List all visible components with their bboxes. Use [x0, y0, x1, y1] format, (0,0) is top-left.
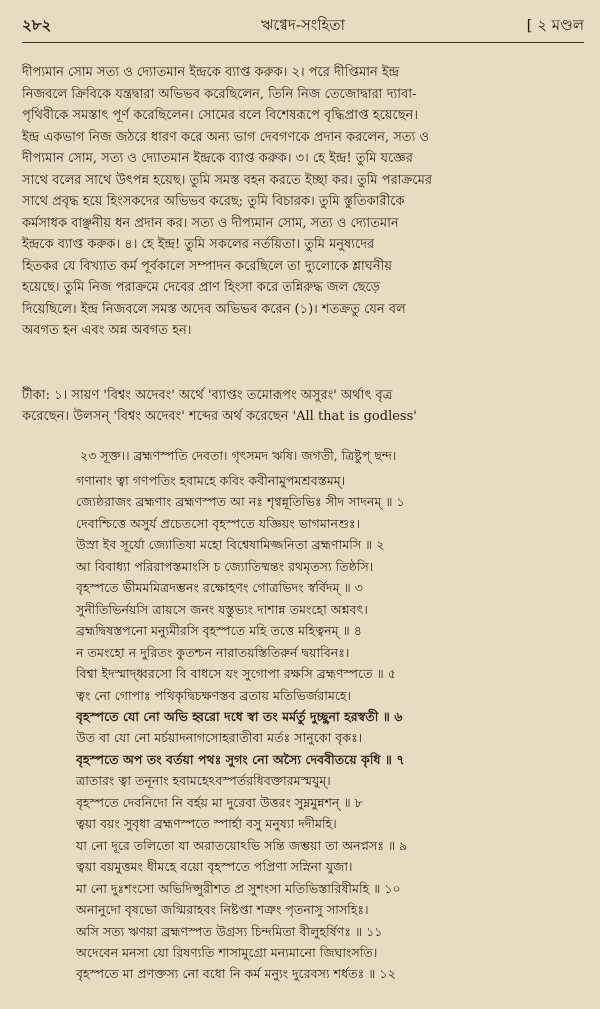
- prose-line: সাথে বলের সাথে উৎপন্ন হয়েছ। তুমি সমস্ত বহন করতে ইচ্ছা কর। তুমি পরাক্রমের: [22, 172, 432, 188]
- verse-line: ব্রহ্মদ্বিষস্তপনো মন্যুমীরসি বৃহস্পতে মহি তত্তে মহিত্বনম্ ॥ ৪: [76, 623, 362, 639]
- verse-line: জ্যেষ্ঠরাজং ব্রহ্মণাং ব্রহ্মণস্পত আ নঃ শৃণ্বন্নূতিভিঃ সীদ সাদনম্ ॥ ১: [76, 494, 405, 510]
- verse-line: যা নো দূরে তলিতো যা অরাতয়োঽভি সন্তি জম্ভয়া তা অনপ্নসঃ ॥ ৯: [76, 837, 408, 853]
- verse-line: সুনীতিভির্নয়সি ত্রায়সে জনং যস্তুভ্যং দাশান্ন তমংহো অশ্নবৎ।: [76, 601, 368, 617]
- verse-line: বৃহস্পতে দেবনিদো নি বর্হয় মা দুরেবা উত্তরং সুম্নমুন্নশন্ ॥ ৮: [76, 794, 363, 810]
- sukta-heading: ২৩ সূক্ত।। ব্রহ্মণস্পতি দেবতা। গৃৎসমদ ঋষি। জগতী, ত্রিষ্টুপ্ ছন্দ।: [80, 448, 397, 463]
- verse-line: বিশ্বা ইদস্মাদ্ধ্বরসো বি বাধসে যং সুগোপা রক্ষসি ব্রহ্মণস্পতে ॥ ৫: [76, 666, 396, 682]
- prose-line: হিতকর যে বিখ্যাত কর্ম পূর্বকালে সম্পাদন করেছিলে তা দ্যুলোকে শ্লাঘনীয়: [22, 258, 392, 274]
- header-rule: [22, 42, 584, 43]
- verse-line: উস্রা ইব সূর্যো জ্যোতিষা মহো বিশ্বেষামিজ্জনিতা ব্রহ্মণামসি ॥ ২: [76, 537, 385, 553]
- verse-line: মা নো দুঃশংসো অভিদিপ্সুরীশত প্র সুশংসা মতিভিস্তারিষীমহি ॥ ১০: [76, 880, 401, 896]
- prose-line: দিয়েছিলে। ইন্দ্র নিজবলে সমস্ত অদেব অভিভব করেন (১)। শতক্রতু যেন বল: [22, 301, 406, 317]
- running-header: [22, 14, 584, 38]
- prose-line: অবগত হন এবং অন্ন অবগত হন।: [22, 323, 192, 338]
- verse-line: বৃহস্পতে অপ তং বর্তয়া পথঃ সুগং নো অস্যৈ দেববীতয়ে কৃধি ॥ ৭: [76, 751, 405, 767]
- verse-line: আ বিবাধ্যা পরিরাপস্তমাংসি চ জ্যোতিষ্মন্তং রথমৃতস্য তিষ্ঠসি।: [76, 558, 374, 574]
- verse-line: বৃহস্পতে মা প্রণক্তস্য নো বধো নি কর্ম মন্যুং দুরেবস্য শর্ধতঃ ॥ ১২: [76, 966, 396, 982]
- verse-line: দেবাশ্চিত্তে অসুর্য প্রচেতসো বৃহস্পতে যজ্ঞিয়ং ভাগমানশুঃ।: [76, 515, 361, 531]
- verse-line: উত বা যো নো মর্চয়াদনাগসোহরাতীবা মর্তঃ সানুকো বৃকঃ।: [76, 730, 363, 746]
- verse-line: অদেবেন মনসা যো রিষণ্যতি শাসামুগ্রো মন্যমানো জিঘাংসতি।: [76, 944, 378, 960]
- note-line: টীকা: ১। সায়ণ 'বিশ্বং অদেবং' অর্থে 'ব্যাপ্তং তমোরূপং অসুরং' অর্থাৎ বৃত্র: [22, 388, 393, 403]
- footnote: [22, 385, 584, 427]
- prose-line: ইন্দ্রকে ব্যাপ্ত করুক। ৪। হে ইন্দ্র! তুমি সকলের নর্তয়িতা। তুমি মনুষ্যদের: [22, 237, 375, 252]
- mandala-label: [ ২ মণ্ডল: [526, 16, 584, 34]
- verse-line: ন তমংহো ন দুরিতং কুতশ্চন নারাতয়স্তিতিরুর্ন দ্বয়াবিনঃ।: [76, 644, 350, 660]
- prose-line: হয়েছে। তুমি নিজ পরাক্রমে দেবের প্রাণ হিংসা করে তন্নিরুদ্ধ জল ছেড়ে: [22, 280, 381, 295]
- translation-prose: [22, 62, 584, 342]
- prose-line: কর্মসাধক বাঞ্ছনীয় ধন প্রদান কর। সত্য ও দীপ্যমান সোম, সত্য ও দ্যোতমান: [22, 215, 399, 231]
- verse-line: ত্বয়া বয়মুত্তমং ধীমহে বয়ো বৃহস্পতে পপ্রিণা সস্নিনা যুজা।: [76, 859, 353, 875]
- page-number: ২৮২: [22, 16, 52, 34]
- verse-line: ত্বং নো গোপাঃ পথিকৃদ্বিচক্ষণস্তব ব্রতায় মতিভির্জরামহে।: [76, 687, 352, 703]
- verse-line: অনানুদো বৃষভো জগ্মিরাহবং নিষ্টপ্তা শত্রুং পৃতনাসু সাসহিঃ।: [76, 902, 369, 918]
- prose-line: নিজবলে ক্রিবিকে যন্ত্রদ্বারা অভিভব করেছিলেন, তিনি নিজ তেজোদ্বারা দ্যাবা-: [22, 86, 417, 102]
- verse-line: অসি সত্য ঋণয়া ব্রহ্মণস্পত উগ্রস্য চিন্দমিতা বীলুহর্ষিণঃ ॥ ১১: [76, 923, 383, 939]
- sanskrit-verses: [76, 470, 584, 985]
- verse-line: ত্রাতারং ত্বা তনূনাং হবামহেঽবস্পর্তরধিবক্তারমস্মযুম্।: [76, 773, 331, 789]
- verse-line: গণানাং ত্বা গণপতিং হবামহে কবিং কবীনামুপমশ্রবস্তমম্।: [76, 473, 346, 488]
- prose-line: ইন্দ্র একভাগ নিজ জঠরে ধারণ করে অন্য ভাগ দেবগণকে প্রদান করলেন, সত্য ও: [22, 129, 430, 145]
- prose-line: দীপ্যমান সোম সত্য ও দ্যোতমান ইন্দ্রকে ব্যাপ্ত করুক। ২। পরে দীপ্তিমান ইন্দ্র: [22, 65, 400, 80]
- prose-line: পৃথিবীকে সমস্তাৎ পূর্ণ করেছিলেন। সোমের বলে বিশেষরূপে বৃদ্ধিপ্রাপ্ত হয়েছেন।: [22, 108, 419, 123]
- running-title: ঋগ্বেদ-সংহিতা: [261, 16, 345, 34]
- note-line: করেছেন। উলসন্ 'বিশ্বং অদেবং' শব্দের অর্থ করেছেন 'All that is godless': [22, 409, 417, 424]
- verse-line: বৃহস্পতে যো নো অভি হ্বরো দধে স্বা তং মর্মর্তু দুচ্ছুনা হরস্বতী ॥ ৬: [76, 708, 403, 724]
- verse-line: ত্বয়া বয়ং সুবৃধা ব্রহ্মণস্পতে স্পার্হা বসু মনুষ্যা দদীমহি।: [76, 816, 337, 832]
- verse-line: বৃহস্পতে ভীমমমিত্রদম্ভনং রক্ষোহণং গোত্রভিদং স্বর্বিদম্ ॥ ৩: [76, 580, 363, 596]
- prose-line: দীপ্যমান সোম, সত্য ও দ্যোতমান ইন্দ্রকে ব্যাপ্ত করুক। ৩। হে ইন্দ্র! তুমি যজ্ঞের: [22, 151, 413, 166]
- prose-line: সাথে প্রবৃদ্ধ হয়ে হিংসকদের অভিভব করেছ; তুমি বিচারক। তুমি স্তুতিকারীকে: [22, 194, 405, 209]
